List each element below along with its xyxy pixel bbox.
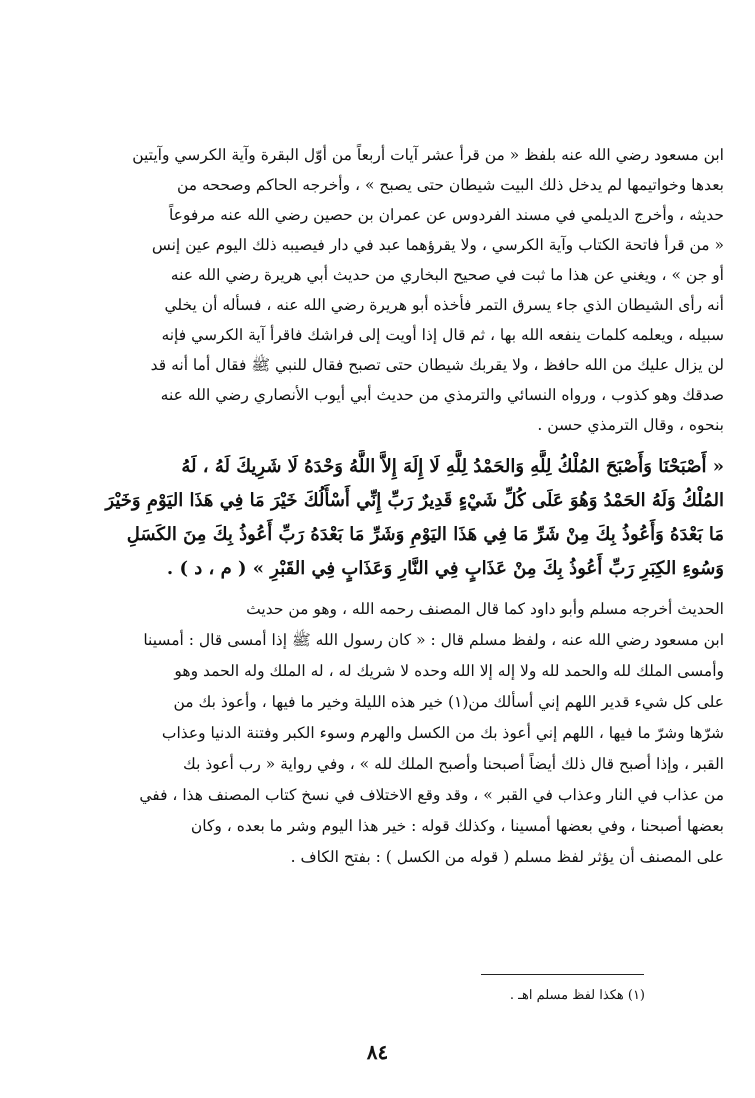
text-line: الحديث أخرجه مسلم وأبو داود كما قال المصنف رحمه الله ، وهو من حديث bbox=[246, 600, 724, 618]
text-line: من عذاب في النار وعذاب في القبر » ، وقد وقع الاختلاف في نسخ كتاب المصنف هذا ، ففي bbox=[139, 786, 724, 804]
commentary-paragraph-2 bbox=[32, 594, 724, 873]
text-line: حديثه ، وأخرج الديلمي في مسند الفردوس عن عمران بن حصين رضي الله عنه مرفوعاً bbox=[168, 206, 724, 224]
text-line: على المصنف أن يؤثر لفظ مسلم ( قوله من الكسل ) : بفتح الكاف . bbox=[290, 848, 724, 866]
text-line: « من قرأ فاتحة الكتاب وآية الكرسي ، ولا يقرؤهما عبد في دار فيصيبه ذلك اليوم عين إنس bbox=[151, 236, 724, 254]
text-line: شرّها وشرّ ما فيها ، اللهم إني أعوذ بك من الكسل والهرم وسوء الكبر وفتنة الدنيا وعذاب bbox=[161, 724, 724, 742]
footnote: (١) هكذا لفظ مسلم اهـ . bbox=[509, 988, 645, 1003]
text-line: أو جن » ، ويغني عن هذا ما ثبت في صحيح البخاري من حديث أبي هريرة رضي الله عنه bbox=[170, 266, 724, 284]
hadith-line: وَسُوءِ الكِبَرِ رَبِّ أَعُوذُ بِكَ مِنْ عَذَابٍ فِي النَّارِ وَعَذَابٍ فِي القَبْرِ » ( م ، د ) . bbox=[166, 558, 724, 579]
text-line: على كل شيء قدير اللهم إني أسألك من(١) خير هذه الليلة وخير ما فيها ، وأعوذ بك من bbox=[173, 693, 724, 711]
text-line: بعدها وخواتيمها لم يدخل ذلك البيت شيطان حتى يصبح » ، وأخرجه الحاكم وصححه من bbox=[176, 176, 724, 194]
hadith-line: « أَصْبَحْنَا وَأَصْبَحَ المُلْكُ لِلَّهِ وَالحَمْدُ لِلَّهِ لَا إِلَهَ إِلاَّ اللَّهُ وَحْدَهُ لَا شَرِيكَ لَهُ ، لَهُ bbox=[181, 456, 724, 477]
text-line: بنحوه ، وقال الترمذي حسن . bbox=[537, 416, 724, 434]
text-line: أنه رأى الشيطان الذي جاء يسرق التمر فأخذه أبو هريرة رضي الله عنه ، فسأله أن يخلي bbox=[164, 296, 724, 314]
text-line: ابن مسعود رضي الله عنه بلفظ « من قرأ عشر آيات أربعاً من أوّل البقرة وآية الكرسي وآيتين bbox=[132, 146, 724, 164]
footnote-divider bbox=[481, 974, 644, 975]
text-line: ابن مسعود رضي الله عنه ، ولفظ مسلم قال : « كان رسول الله ﷺ إذا أمسى قال : أمسينا bbox=[143, 631, 724, 649]
text-line: وأمسى الملك لله والحمد لله ولا إله إلا الله وحده لا شريك له ، له الملك وله الحمد وهو bbox=[174, 662, 724, 680]
page-number: ٨٤ bbox=[366, 1040, 389, 1064]
hadith-text bbox=[32, 450, 724, 586]
text-line: بعضها أصبحنا ، وفي بعضها أمسينا ، وكذلك قوله : خير هذا اليوم وشر ما بعده ، وكان bbox=[190, 817, 724, 835]
text-line: لن يزال عليك من الله حافظ ، ولا يقربك شيطان حتى تصبح فقال للنبي ﷺ فقال أما أنه قد bbox=[150, 356, 724, 374]
hadith-line: مَا بَعْدَهُ وَأَعُوذُ بِكَ مِنْ شَرِّ مَا فِي هَذَا اليَوْمِ وَشَرِّ مَا بَعْدَهُ رَبِّ أَعُوذُ بِكَ مِنَ الكَسَلِ bbox=[126, 524, 724, 545]
commentary-paragraph-1 bbox=[32, 140, 724, 440]
text-line: سبيله ، ويعلمه كلمات ينفعه الله بها ، ثم قال إذا أويت إلى فراشك فاقرأ آية الكرسي فإنه bbox=[161, 326, 724, 344]
hadith-line: المُلْكُ وَلَهُ الحَمْدُ وَهُوَ عَلَى كُلِّ شَيْءٍ قَدِيرٌ رَبِّ إِنِّي أَسْأَلُكَ خَيْرَ مَا فِي هَذَا اليَوْمِ وَخَيْرَ bbox=[105, 490, 724, 511]
text-line: صدقك وهو كذوب ، ورواه النسائي والترمذي من حديث أبي أيوب الأنصاري رضي الله عنه bbox=[160, 386, 724, 404]
text-line: القبر ، وإذا أصبح قال ذلك أيضاً أصبحنا وأصبح الملك لله » ، وفي رواية « رب أعوذ بك bbox=[183, 755, 724, 773]
